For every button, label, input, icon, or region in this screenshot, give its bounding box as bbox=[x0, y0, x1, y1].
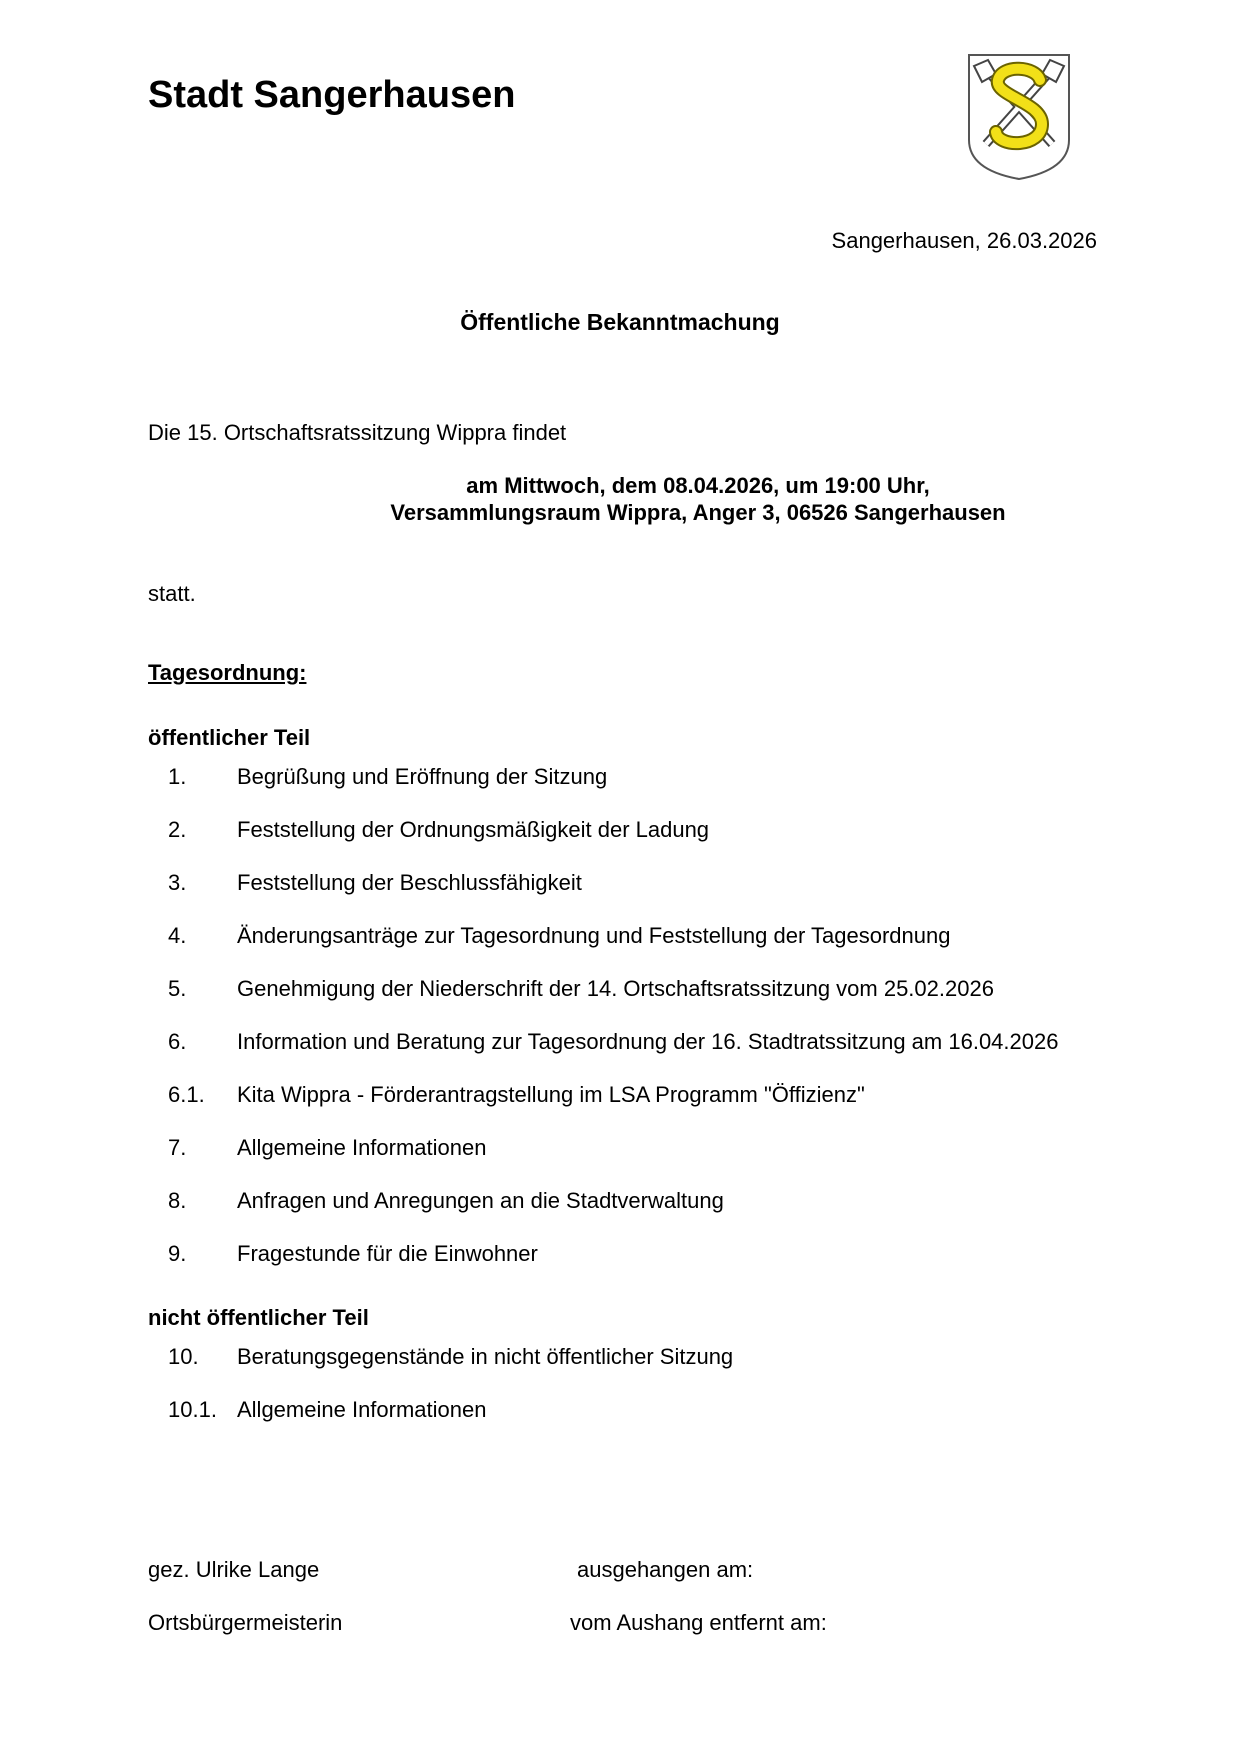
coat-of-arms-icon bbox=[966, 52, 1072, 182]
agenda-item-text: Kita Wippra - Förderantragstellung im LSA Programm "Öffizienz" bbox=[237, 1082, 865, 1107]
agenda-item-text: Genehmigung der Niederschrift der 14. Ortschaftsratssitzung vom 25.02.2026 bbox=[237, 976, 994, 1001]
intro-text: Die 15. Ortschaftsratssitzung Wippra findet bbox=[148, 420, 567, 445]
agenda-item-number: 5. bbox=[168, 976, 187, 1001]
agenda-item-text: Feststellung der Beschlussfähigkeit bbox=[237, 870, 582, 895]
agenda-item-number: 7. bbox=[168, 1135, 187, 1160]
agenda-item-text: Fragestunde für die Einwohner bbox=[237, 1241, 538, 1266]
notice-heading: Öffentliche Bekanntmachung bbox=[460, 309, 780, 335]
agenda-item-text: Änderungsanträge zur Tagesordnung und Feststellung der Tagesordnung bbox=[237, 923, 951, 948]
posted-on-label: ausgehangen am: bbox=[577, 1557, 754, 1582]
agenda-label: Tagesordnung: bbox=[148, 660, 307, 685]
date-line: Sangerhausen, 26.03.2026 bbox=[831, 228, 1097, 253]
agenda-item-number: 6.1. bbox=[168, 1082, 205, 1107]
outro-text: statt. bbox=[148, 581, 196, 606]
private-part-label: nicht öffentlicher Teil bbox=[148, 1305, 369, 1330]
agenda-item-number: 6. bbox=[168, 1029, 187, 1054]
agenda-item-number: 3. bbox=[168, 870, 187, 895]
agenda-item-number: 4. bbox=[168, 923, 187, 948]
agenda-item-number: 10. bbox=[168, 1344, 199, 1369]
agenda-item-number: 2. bbox=[168, 817, 187, 842]
removed-on-label: vom Aushang entfernt am: bbox=[570, 1610, 827, 1635]
agenda-item-text: Beratungsgegenstände in nicht öffentlicher Sitzung bbox=[237, 1344, 734, 1369]
agenda-item-text: Allgemeine Informationen bbox=[237, 1397, 487, 1422]
agenda-item-number: 1. bbox=[168, 764, 187, 789]
meeting-location: Versammlungsraum Wippra, Anger 3, 06526 Sangerhausen bbox=[390, 500, 1006, 525]
agenda-item-number: 10.1. bbox=[168, 1397, 217, 1422]
agenda-item-text: Begrüßung und Eröffnung der Sitzung bbox=[237, 764, 608, 789]
agenda-item-text: Feststellung der Ordnungsmäßigkeit der Ladung bbox=[237, 817, 710, 842]
meeting-time: am Mittwoch, dem 08.04.2026, um 19:00 Uhr, bbox=[466, 473, 930, 498]
agenda-item-text: Allgemeine Informationen bbox=[237, 1135, 487, 1160]
city-title: Stadt Sangerhausen bbox=[148, 74, 516, 116]
agenda-item-text: Information und Beratung zur Tagesordnung der 16. Stadtratssitzung am 16.04.2026 bbox=[237, 1029, 1059, 1054]
agenda-item-number: 8. bbox=[168, 1188, 187, 1213]
agenda-item-text: Anfragen und Anregungen an die Stadtverwaltung bbox=[237, 1188, 724, 1213]
agenda-item-number: 9. bbox=[168, 1241, 187, 1266]
signed-by: gez. Ulrike Lange bbox=[148, 1557, 320, 1582]
public-part-label: öffentlicher Teil bbox=[148, 725, 311, 750]
signer-role: Ortsbürgermeisterin bbox=[148, 1610, 343, 1635]
